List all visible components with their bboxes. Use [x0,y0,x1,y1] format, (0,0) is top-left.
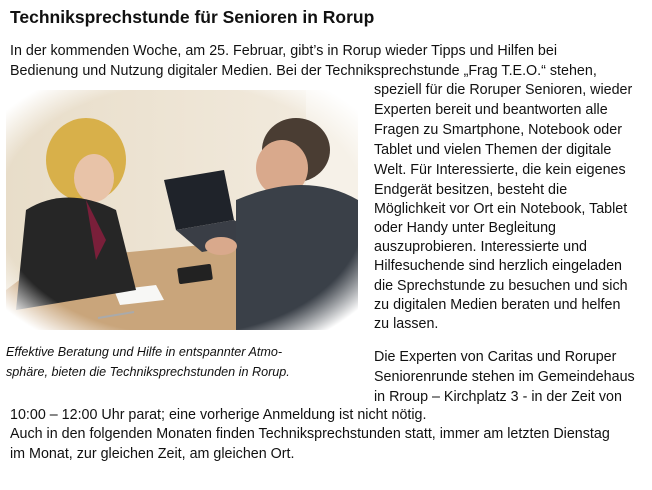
body-line: auszuprobieren. Interessierte und [374,239,587,255]
body-line: Seniorenrunde stehen im Gemeindehaus [374,369,635,385]
body-line: zu digitalen Medien beraten und helfen [374,297,621,313]
photo-caption-line: Effektive Beratung und Hilfe in entspannter Atmo- [6,345,283,359]
intro-line: In der kommenden Woche, am 25. Februar, gibt’s in Rorup wieder Tipps und Hilfen bei [10,43,558,59]
body-line: Tablet und vielen Themen der digitale [374,142,612,158]
body-line: zu lassen. [374,316,439,332]
article-title: Techniksprechstunde für Senioren in Rorup [10,7,375,27]
body-line: die Sprechstunde zu besuchen und sich [374,278,628,294]
body-line: Die Experten von Caritas und Roruper [374,349,617,365]
body-line: speziell für die Roruper Senioren, wieder [374,82,633,98]
body-line: 10:00 – 12:00 Uhr parat; eine vorherige Anmeldung ist nicht nötig. [10,407,427,423]
body-line: Endgerät besitzen, besteht die [374,182,568,198]
body-line: Welt. Für Interessierte, die kein eigenes [374,162,626,178]
intro-line: Bedienung und Nutzung digitaler Medien. Bei der Techniksprechstunde „Frag T.E.O.“ stehen, [10,63,597,79]
photo-caption-line: sphäre, bieten die Techniksprechstunden in Rorup. [6,365,290,379]
body-line: Fragen zu Smartphone, Notebook oder [374,122,622,138]
body-line: oder Handy unter Begleitung [374,220,557,236]
body-line: Auch in den folgenden Monaten finden Techniksprechstunden statt, immer am letzten Dienstag [10,426,610,442]
article-photo [6,90,358,330]
body-line: Hilfesuchende sind herzlich eingeladen [374,258,622,274]
body-line: Experten bereit und beantworten alle [374,102,608,118]
body-line: im Monat, zur gleichen Zeit, am gleichen Ort. [10,446,295,462]
body-line: Möglichkeit vor Ort ein Notebook, Tablet [374,201,628,217]
body-line: in Rroup – Kirchplatz 3 - in der Zeit von [374,389,622,405]
